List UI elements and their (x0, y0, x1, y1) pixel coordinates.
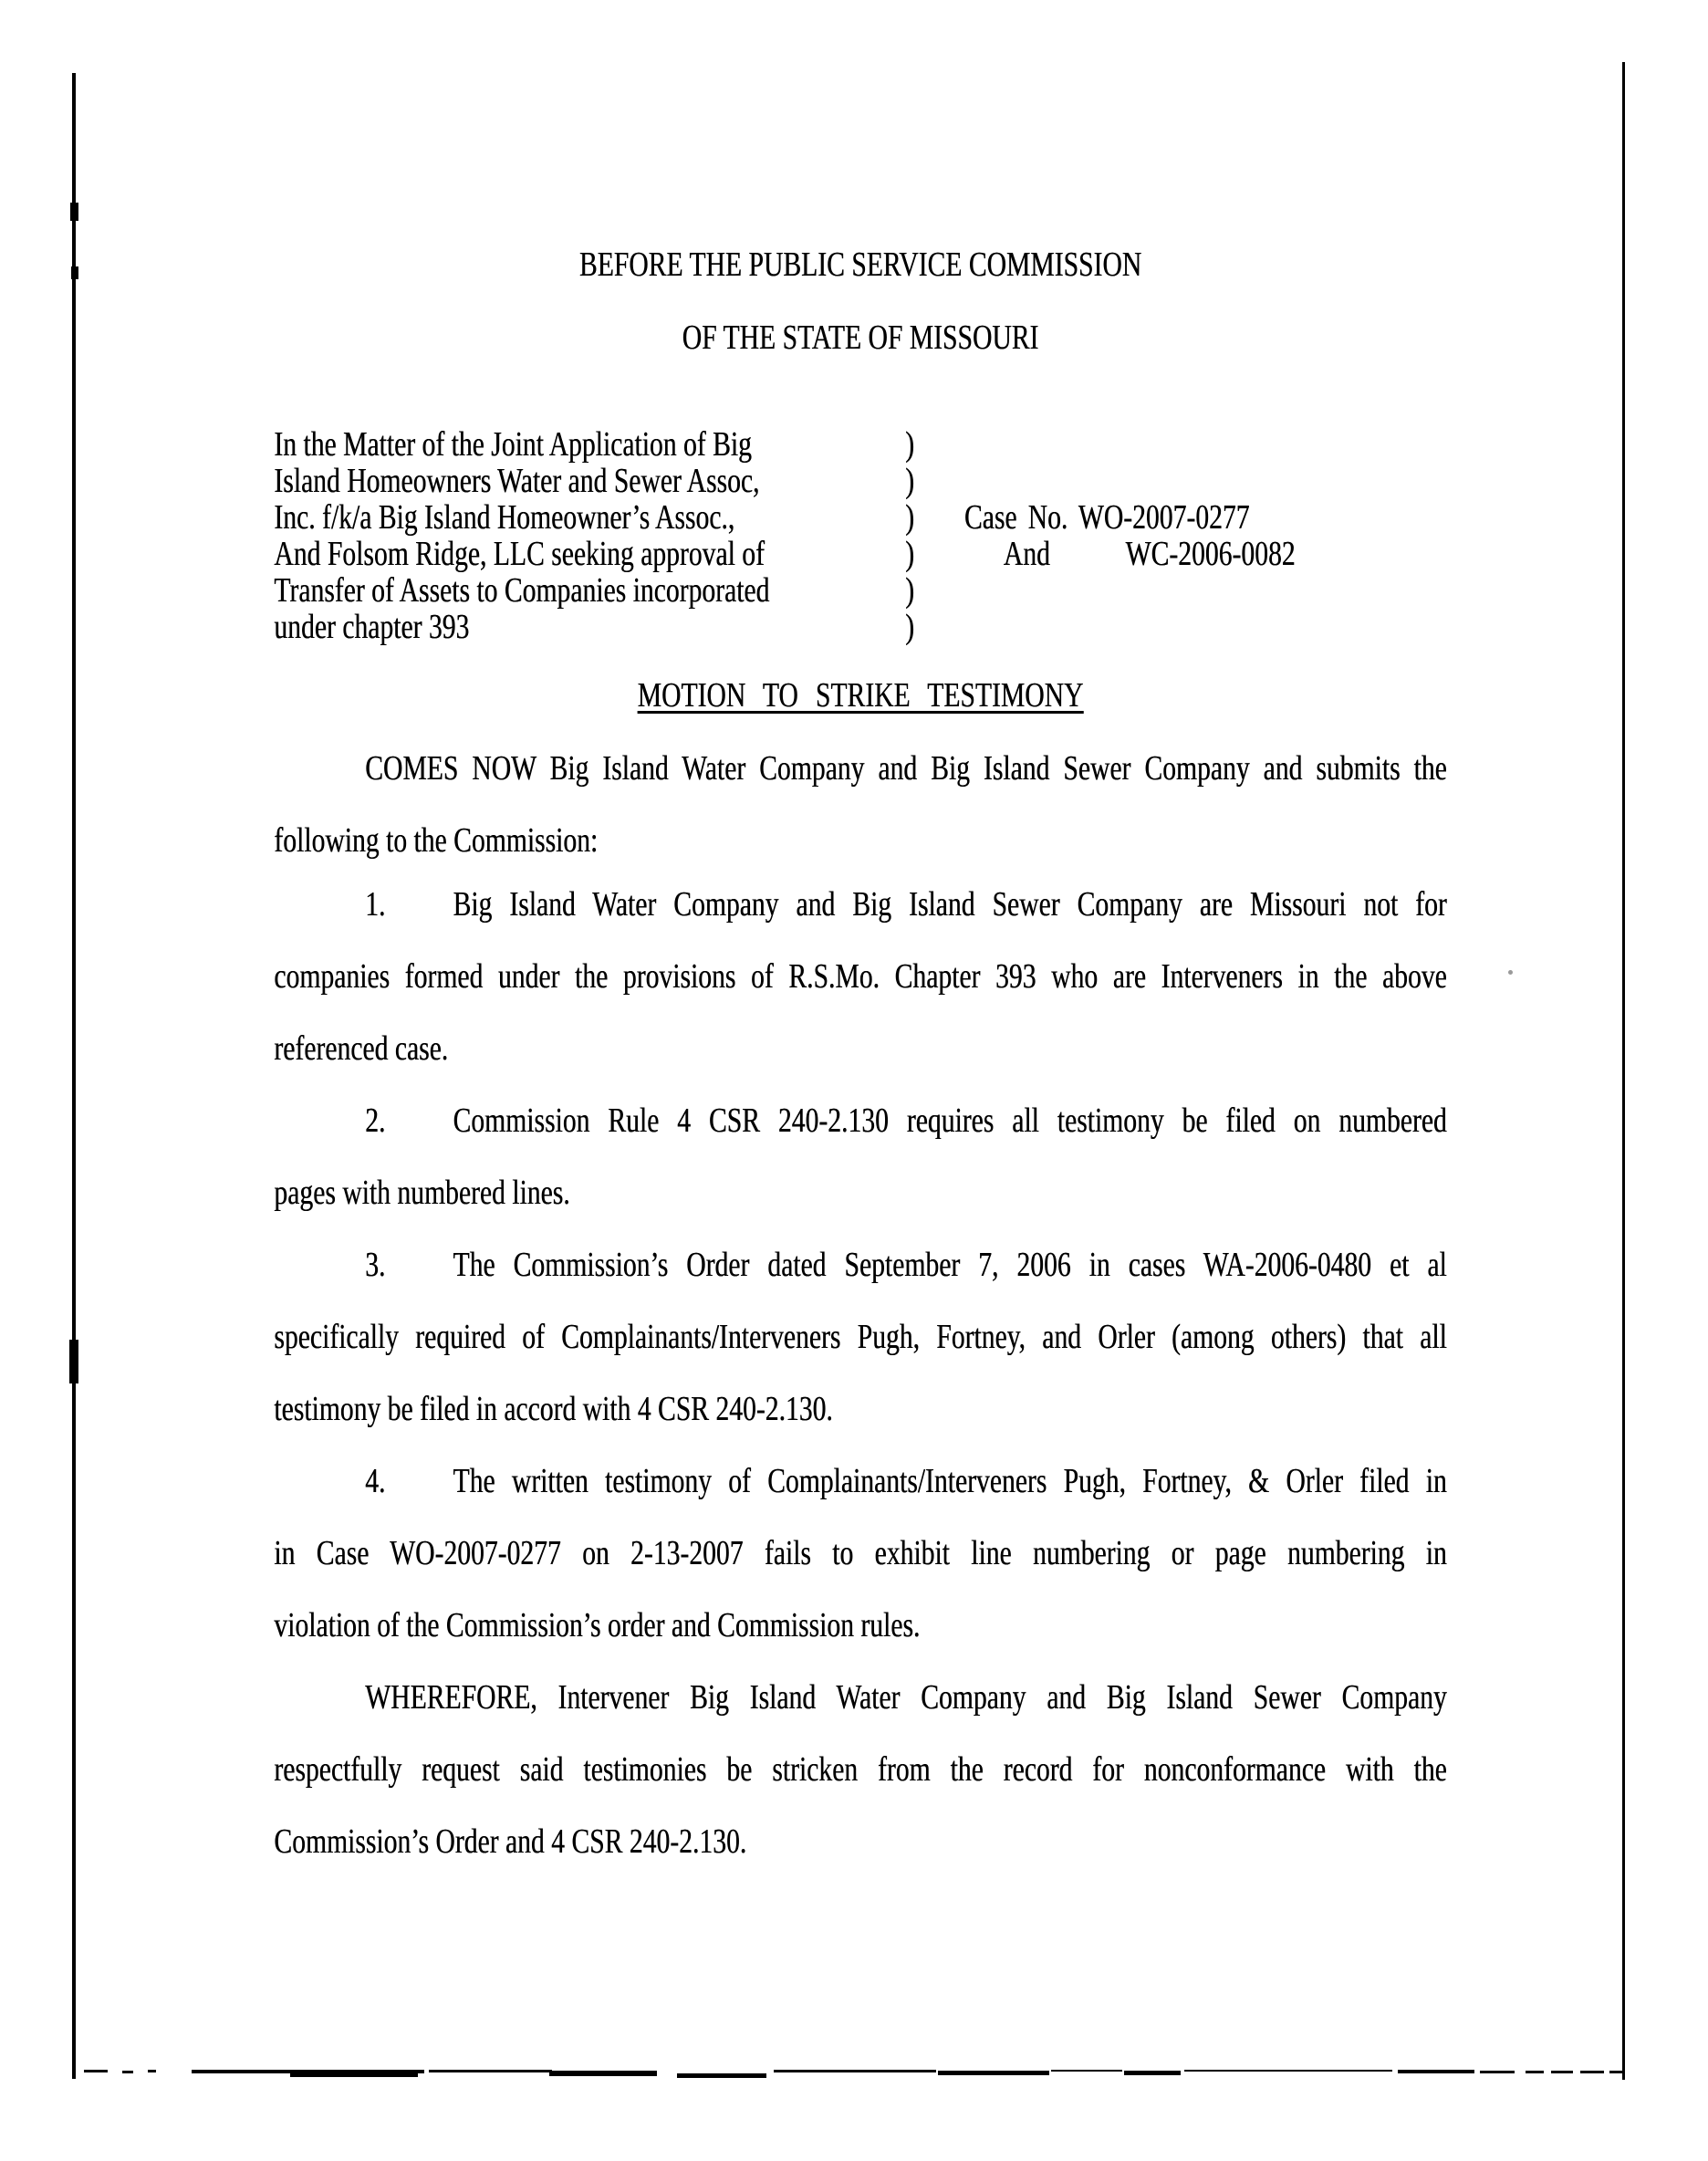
paragraph-number: 4. (365, 1462, 386, 1500)
text-line: respectfully request said testimonies be stricken from the record for nonconformance with the (274, 1750, 1447, 1789)
text-line: referenced case. (274, 1029, 449, 1068)
caption-paren: ) (905, 498, 915, 537)
intro-paragraph (274, 733, 1446, 877)
text-line: Commission’s Order and 4 CSR 240-2.130. (274, 1822, 747, 1861)
numbered-paragraph-2 (274, 1085, 1446, 1229)
caption-line: Inc. f/k/a Big Island Homeowner’s Assoc., (274, 498, 735, 537)
caption-line: Transfer of Assets to Companies incorporated (274, 571, 770, 610)
text-line: WHEREFORE, Intervener Big Island Water Company and Big Island Sewer Company (365, 1678, 1447, 1717)
paragraph-number: 1. (365, 885, 386, 924)
case-number-2: WC-2006-0082 (1125, 535, 1296, 573)
case-and: And (1003, 535, 1050, 573)
numbered-paragraph-4 (274, 1446, 1446, 1662)
numbered-paragraph-3 (274, 1229, 1446, 1446)
caption-line: Island Homeowners Water and Sewer Assoc, (274, 462, 760, 500)
caption-paren: ) (905, 571, 915, 610)
text-line: 1. Big Island Water Company and Big Island Sewer Company are Missouri not for (365, 885, 1447, 924)
text-line: 2. Commission Rule 4 CSR 240-2.130 requires all testimony be filed on numbered (365, 1101, 1447, 1140)
case-number-block (964, 499, 1296, 572)
case-number-line1: Case No. WO-2007-0277 (963, 498, 1250, 537)
caption-line: And Folsom Ridge, LLC seeking approval of (274, 535, 765, 573)
text-line: following to the Commission: (274, 821, 599, 860)
caption-paren: ) (905, 425, 915, 464)
caption-paren: ) (905, 608, 915, 646)
caption-paren: ) (905, 535, 915, 573)
text-line: 3. The Commission’s Order dated September 7, 2006 in cases WA-2006-0480 et al (365, 1246, 1447, 1284)
paragraph-number: 3. (365, 1246, 386, 1284)
text-line: companies formed under the provisions of R.S.Mo. Chapter 393 who are Interveners in the above (274, 957, 1447, 996)
caption-line: In the Matter of the Joint Application of Big (274, 425, 752, 464)
text-line: COMES NOW Big Island Water Company and Big Island Sewer Company and submits the (365, 749, 1447, 788)
court-header-line1: BEFORE THE PUBLIC SERVICE COMMISSION (578, 245, 1142, 284)
paragraph-number: 2. (365, 1101, 386, 1140)
text-line: testimony be filed in accord with 4 CSR 240-2.130. (274, 1390, 833, 1428)
case-caption (274, 426, 914, 645)
court-header-line2: OF THE STATE OF MISSOURI (682, 318, 1039, 357)
caption-paren: ) (905, 462, 915, 500)
wherefore-paragraph (274, 1662, 1446, 1878)
text-line: in Case WO-2007-0277 on 2-13-2007 fails to exhibit line numbering or page numbering in (274, 1534, 1447, 1572)
text-line: 4. The written testimony of Complainants/Interveners Pugh, Fortney, & Orler filed in (365, 1462, 1447, 1500)
document-title-row (274, 672, 1446, 719)
text-line: violation of the Commission’s order and Commission rules. (274, 1606, 921, 1644)
text-line: pages with numbered lines. (274, 1174, 570, 1212)
document-title: MOTION TO STRIKE TESTIMONY (637, 676, 1084, 715)
caption-line: under chapter 393 (274, 608, 470, 646)
case-number-line2 (964, 536, 1296, 572)
text-line: specifically required of Complainants/Interveners Pugh, Fortney, and Orler (among others) that all (274, 1318, 1447, 1356)
numbered-paragraph-1 (274, 869, 1446, 1085)
caption-paren-column (905, 426, 914, 645)
